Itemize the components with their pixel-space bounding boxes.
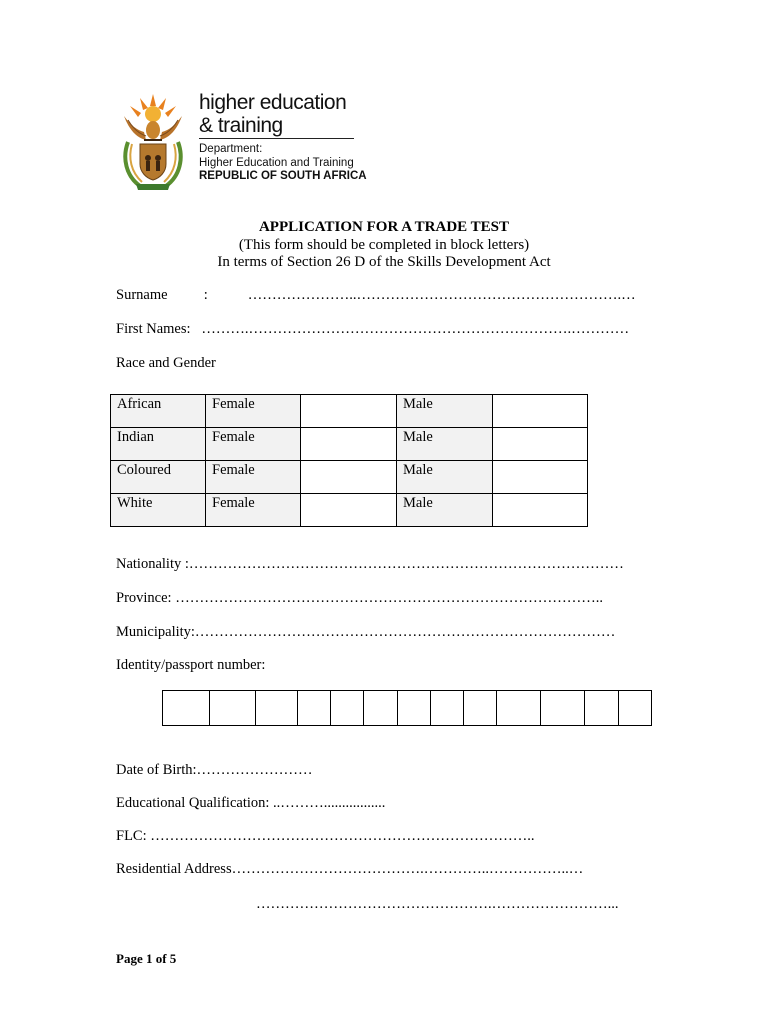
first-names-field[interactable]: First Names: ……….………………………………………………………….………… [116, 321, 630, 337]
id-digit-box[interactable] [298, 691, 331, 725]
province-field[interactable]: Province: …………………………………………………………………………….. [116, 590, 603, 606]
female-label-cell: Female [206, 395, 301, 428]
flc-field[interactable]: FLC: …………………………………………………………………….. [116, 828, 535, 844]
female-label-cell: Female [206, 461, 301, 494]
id-digit-box[interactable] [541, 691, 585, 725]
female-checkbox-cell[interactable] [301, 395, 397, 428]
table-row [111, 428, 588, 461]
id-digit-box[interactable] [619, 691, 651, 725]
id-digit-box[interactable] [210, 691, 256, 725]
male-label-cell: Male [397, 461, 493, 494]
table-row [111, 461, 588, 494]
logo-title-line-1: higher education [199, 91, 347, 114]
page-number: Page 1 of 5 [116, 951, 177, 966]
male-checkbox-cell[interactable] [493, 494, 588, 527]
race-gender-label: Race and Gender [116, 355, 216, 371]
id-digit-box[interactable] [497, 691, 541, 725]
race-cell: White [111, 494, 206, 527]
male-checkbox-cell[interactable] [493, 461, 588, 494]
id-digit-box[interactable] [398, 691, 431, 725]
identity-label: Identity/passport number: [116, 657, 266, 673]
residential-address-line-2[interactable]: ………………………………………….……………………... [256, 896, 619, 912]
id-digit-box[interactable] [464, 691, 497, 725]
female-checkbox-cell[interactable] [301, 428, 397, 461]
male-label-cell: Male [397, 494, 493, 527]
table-row [111, 395, 588, 428]
logo-divider [199, 138, 354, 139]
male-label-cell: Male [397, 395, 493, 428]
form-title: APPLICATION FOR A TRADE TEST [258, 219, 510, 235]
logo-country: REPUBLIC OF SOUTH AFRICA [199, 170, 367, 182]
male-checkbox-cell[interactable] [493, 395, 588, 428]
logo-department-label: Department: [199, 143, 263, 155]
residential-address-field[interactable]: Residential Address………………………………….…………..……………..… [116, 861, 584, 877]
id-digit-box[interactable] [364, 691, 398, 725]
id-digit-box[interactable] [331, 691, 364, 725]
female-label-cell: Female [206, 494, 301, 527]
form-legal-reference: In terms of Section 26 D of the Skills Development Act [217, 254, 551, 270]
male-checkbox-cell[interactable] [493, 428, 588, 461]
identity-number-boxes [162, 690, 652, 726]
logo-department-name: Higher Education and Training [199, 157, 354, 169]
female-checkbox-cell[interactable] [301, 461, 397, 494]
educational-qualification-field[interactable]: Educational Qualification: ..………................. [116, 795, 386, 811]
date-of-birth-field[interactable]: Date of Birth:…………………… [116, 762, 313, 778]
race-gender-table [110, 394, 588, 527]
race-cell: African [111, 395, 206, 428]
race-cell: Coloured [111, 461, 206, 494]
id-digit-box[interactable] [163, 691, 210, 725]
municipality-field[interactable]: Municipality:…………………………………………………………………………… [116, 624, 616, 640]
id-digit-box[interactable] [585, 691, 619, 725]
nationality-field[interactable]: Nationality :……………………………………………………………………………… [116, 556, 624, 572]
female-label-cell: Female [206, 428, 301, 461]
id-digit-box[interactable] [256, 691, 298, 725]
coat-of-arms-icon [118, 92, 188, 194]
id-digit-box[interactable] [431, 691, 464, 725]
logo-title-line-2: & training [199, 114, 283, 137]
table-row [111, 494, 588, 527]
race-cell: Indian [111, 428, 206, 461]
surname-field[interactable]: Surname : …………………..……………………………………………….… [116, 287, 636, 303]
male-label-cell: Male [397, 428, 493, 461]
form-instruction: (This form should be completed in block letters) [238, 237, 530, 253]
female-checkbox-cell[interactable] [301, 494, 397, 527]
